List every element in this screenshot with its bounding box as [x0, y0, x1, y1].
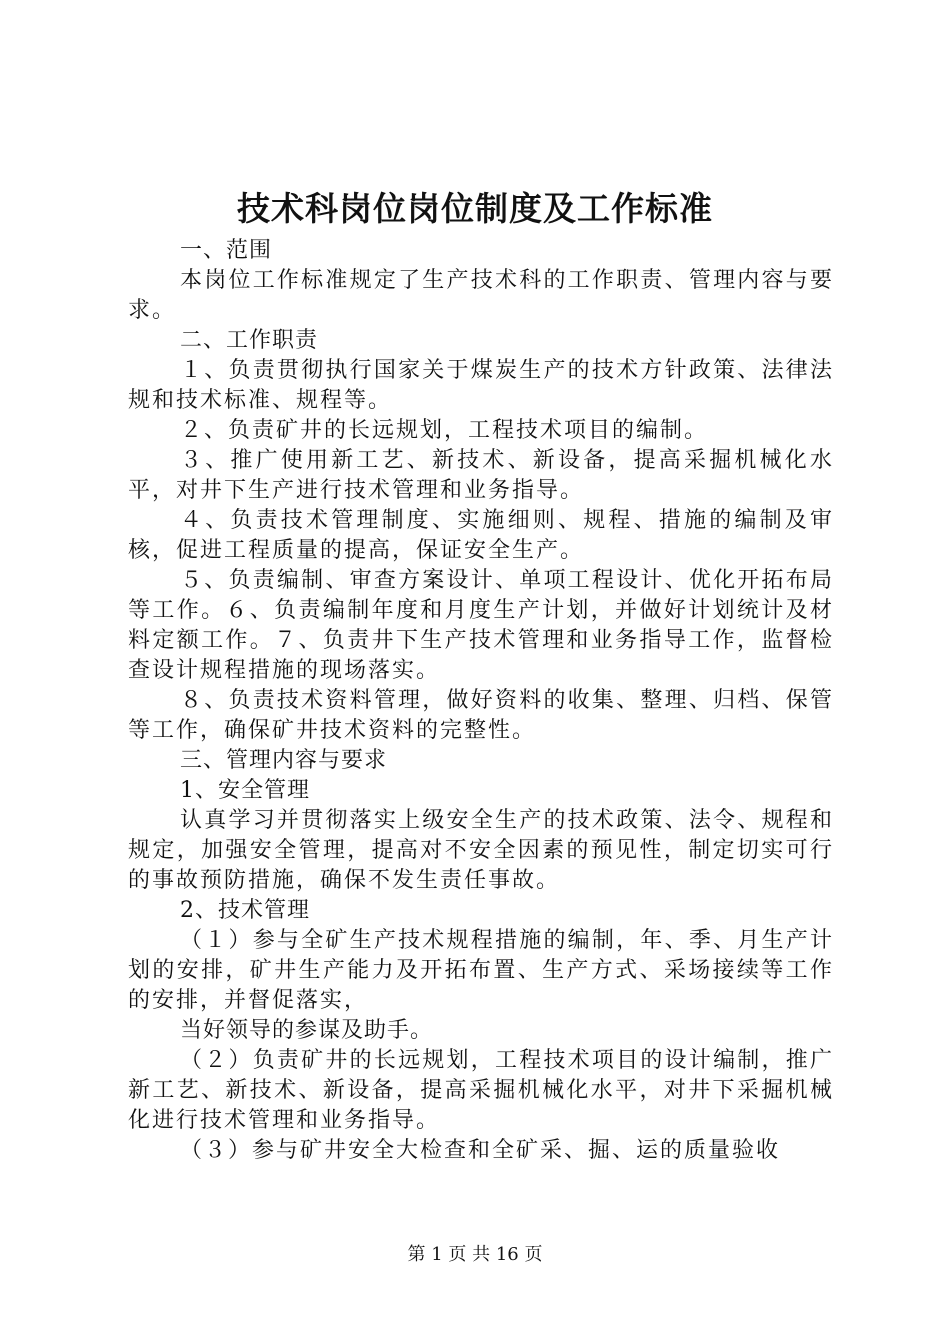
page-footer: 第 1 页 共 16 页	[407, 1244, 543, 1265]
section-heading: 二、工作职责	[180, 328, 319, 353]
paragraph: 认真学习并贯彻落实上级安全生产的技术政策、法令、规程和规定，加强安全管理，提高对不安全因素的预见性，制定切实可行的事故预防措施，确保不发生责任事故。	[128, 808, 834, 893]
paragraph: ３、推广使用新工艺、新技术、新设备，提高采掘机械化水平，对井下生产进行技术管理和业务指导。	[128, 448, 834, 503]
paragraph: １、负责贯彻执行国家关于煤炭生产的技术方针政策、法律法规和技术标准、规程等。	[128, 358, 834, 413]
subsection-heading: 2、技术管理	[180, 898, 310, 923]
paragraph: （２）负责矿井的长远规划，工程技术项目的设计编制，推广新工艺、新技术、新设备，提高采掘机械化水平，对井下采掘机械化进行技术管理和业务指导。	[128, 1048, 834, 1133]
document-title: 技术科岗位岗位制度及工作标准	[237, 189, 713, 228]
paragraph: 本岗位工作标准规定了生产技术科的工作职责、管理内容与要求。	[128, 268, 834, 323]
paragraph-continuation: 当好领导的参谋及助手。	[180, 1018, 434, 1043]
section-heading: 一、范围	[180, 238, 273, 263]
paragraph: （３）参与矿井安全大检查和全矿采、掘、运的质量验收	[180, 1138, 781, 1163]
paragraph: ８、负责技术资料管理，做好资料的收集、整理、归档、保管等工作，确保矿井技术资料的完整性。	[128, 688, 834, 743]
paragraph: ２、负责矿井的长远规划，工程技术项目的编制。	[180, 418, 709, 443]
paragraph: （１）参与全矿生产技术规程措施的编制，年、季、月生产计划的安排，矿井生产能力及开拓布置、生产方式、采场接续等工作的安排，并督促落实，	[128, 928, 834, 1013]
subsection-heading: 1、安全管理	[180, 778, 310, 803]
paragraph: ４、负责技术管理制度、实施细则、规程、措施的编制及审核，促进工程质量的提高，保证安全生产。	[128, 508, 834, 563]
paragraph: ５、负责编制、审查方案设计、单项工程设计、优化开拓布局等工作。６、负责编制年度和月度生产计划，并做好计划统计及材料定额工作。７、负责井下生产技术管理和业务指导工作，监督检查设计规程措施的现场落实。	[128, 568, 834, 683]
section-heading: 三、管理内容与要求	[180, 748, 388, 773]
document-body	[128, 236, 834, 1166]
